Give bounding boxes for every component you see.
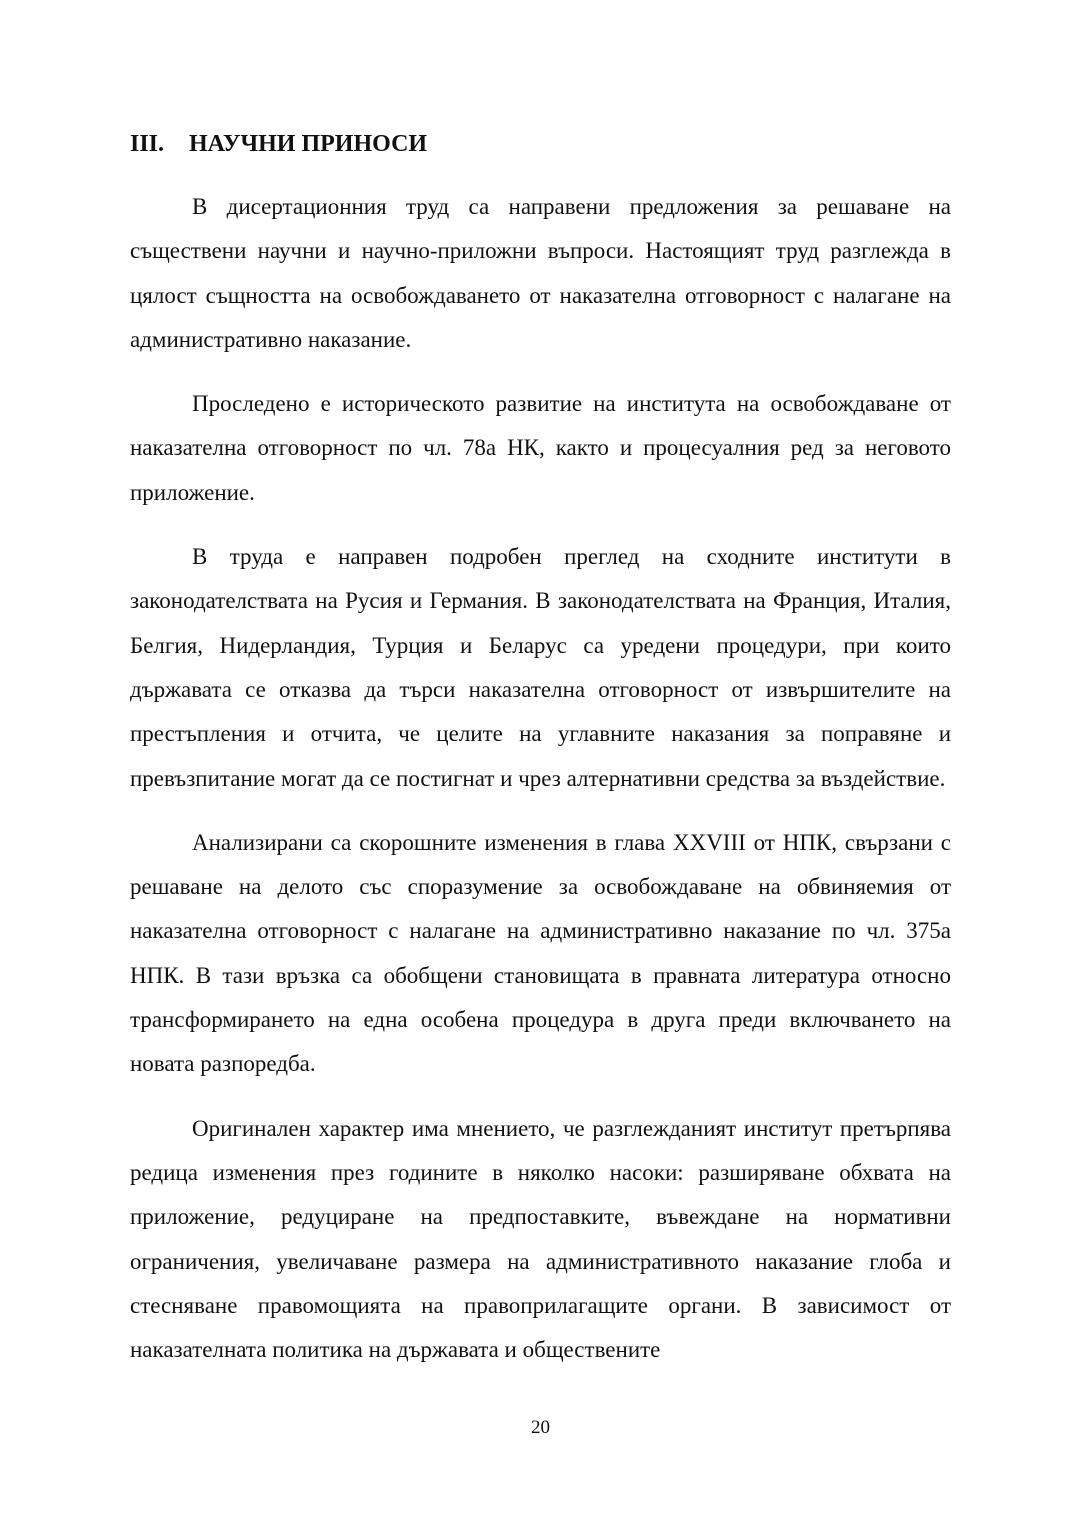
paragraph-4: Анализирани са скорошните изменения в глава XXVIII от НПК, свързани с решаване на делото със споразумение за освобождаване на обвиняемия от наказателна отговорност с налагане на административно наказание по чл. 375а НПК. В тази връзка са обобщени становищата в правната литература относно трансформирането на една особена процедура в друга преди включването на новата разпоредба.	[130, 829, 951, 1077]
section-title: НАУЧНИ ПРИНОСИ	[189, 131, 428, 157]
paragraph-2: Проследено е историческото развитие на института на освобождаване от наказателна отговорност по чл. 78а НК, както и процесуалния ред за неговото приложение.	[130, 391, 951, 505]
paragraph-3: В труда е направен подробен преглед на сходните институти в законодателствата на Русия и Германия. В законодателствата на Франция, Италия, Белгия, Нидерландия, Турция и Беларус са уредени процедури, при които държавата се отказва да търси наказателна отговорност от извършителите на престъпления и отчита, че целите на углавните наказания за поправяне и превъзпитание могат да се постигнат и чрез алтернативни средства за въздействие.	[130, 544, 951, 791]
section-heading	[130, 128, 427, 160]
page-number: 20	[531, 1417, 550, 1438]
paragraph-1: В дисертационния труд са направени предложения за решаване на съществени научни и научно-приложни въпроси. Настоящият труд разглежда в цялост същността на освобождаването от наказателна отговорност с налагане на административно наказание.	[130, 194, 951, 352]
document-page	[130, 0, 951, 1527]
section-number: III.	[130, 131, 165, 157]
paragraph-5: Оригинален характер има мнението, че разглежданият институт претърпява редица изменения през годините в няколко насоки: разширяване обхвата на приложение, редуциране на предпоставките, въвеждане на нормативни ограничения, увеличаване размера на административното наказание глоба и стесняване правомощията на правоприлагащите органи. В зависимост от наказателната политика на държавата и обществените	[130, 1115, 951, 1363]
document-body	[130, 185, 951, 1392]
